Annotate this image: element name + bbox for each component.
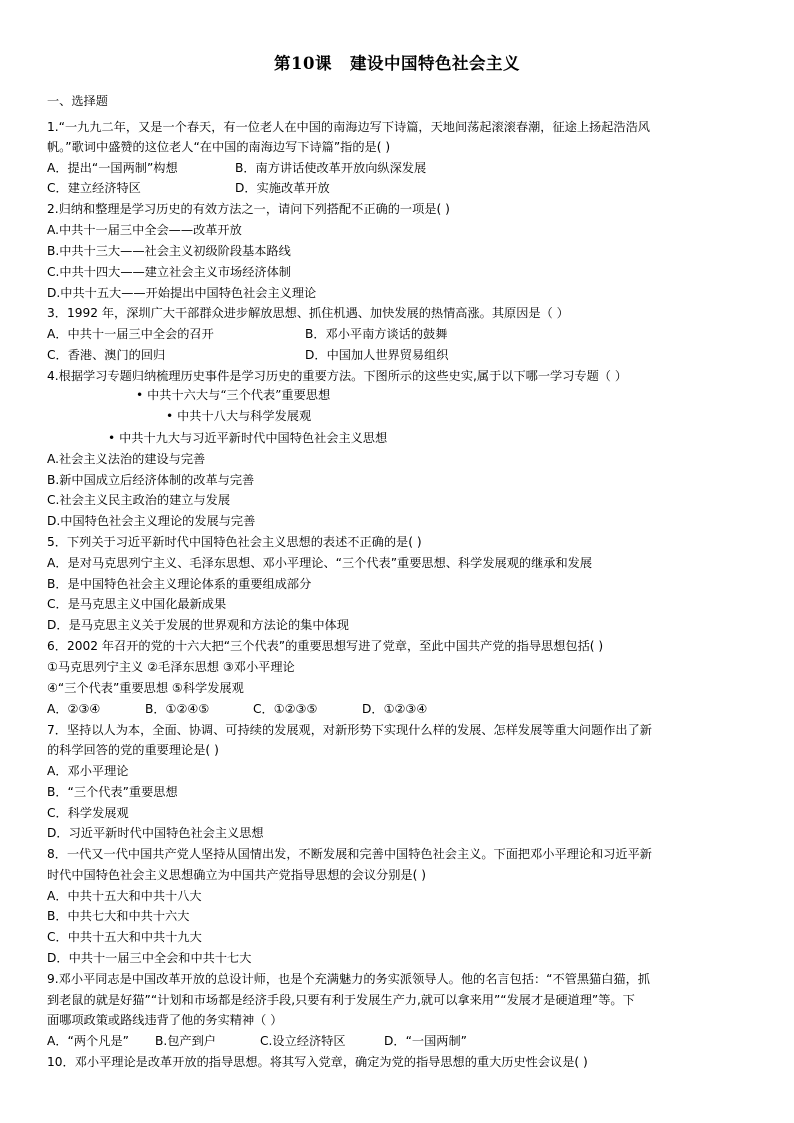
q3-option-d: D．中国加人世界贸易组织: [305, 348, 449, 362]
lesson-number: 第10课: [274, 54, 332, 73]
q2-stem: 2.归纳和整理是学习历史的有效方法之一，请问下列搭配不正确的一项是( ): [47, 202, 450, 216]
q1-option-a: A．提出“一国两制”构想: [47, 161, 178, 175]
q2-option-c: C.中共十四大——建立社会主义市场经济体制: [47, 265, 291, 279]
q10-stem: 10．邓小平理论是改革开放的指导思想。将其写入党章，确定为党的指导思想的重大历史性会议是( ): [47, 1055, 588, 1069]
q7-option-b: B．“三个代表”重要思想: [47, 785, 178, 799]
q4-figure-item-1: • 中共十六大与“三个代表”重要思想: [136, 388, 331, 402]
q7-option-d: D．习近平新时代中国特色社会主义思想: [47, 826, 264, 840]
q6-option-c: C．①②③⑤: [253, 702, 318, 716]
q4-option-c: C.社会主义民主政治的建立与发展: [47, 493, 231, 507]
q4-stem: 4.根据学习专题归纳梳理历史事件是学习历史的重要方法。下图所示的这些史实,属于以下哪一学习专题（ ）: [47, 369, 628, 383]
q6-option-d: D．①②③④: [362, 702, 428, 716]
q7-stem-line2: 的科学回答的党的重要理论是( ): [47, 743, 219, 757]
q9-stem-line3: 面哪项政策或路线违背了他的务实精神（ ）: [47, 1013, 283, 1027]
q1-stem-line1: 1.“一九九二年，又是一个春天，有一位老人在中国的南海边写下诗篇，天地间荡起滚滚春潮，征途上扬起浩浩风: [47, 120, 650, 134]
q8-stem-line1: 8．一代又一代中国共产党人坚持从国情出发，不断发展和完善中国特色社会主义。下面把邓小平理论和习近平新: [47, 847, 652, 861]
q3-option-c: C．香港、澳门的回归: [47, 348, 166, 362]
q5-stem: 5．下列关于习近平新时代中国特色社会主义思想的表述不正确的是( ): [47, 535, 422, 549]
q6-option-b: B．①②④⑤: [145, 702, 210, 716]
q8-stem-line2: 时代中国特色社会主义思想确立为中国共产党指导思想的会议分别是( ): [47, 868, 427, 882]
q6-option-a: A．②③④: [47, 702, 101, 716]
q4-option-a: A.社会主义法治的建设与完善: [47, 452, 206, 466]
q1-option-b: B．南方讲话使改革开放向纵深发展: [235, 161, 427, 175]
q4-figure-item-3: • 中共十九大与习近平新时代中国特色社会主义思想: [108, 431, 388, 445]
q3-stem: 3．1992 年，深圳广大干部群众进步解放思想、抓住机遇、加快发展的热情高涨。其原因是（ ）: [47, 306, 569, 320]
q4-option-b: B.新中国成立后经济体制的改革与完善: [47, 473, 255, 487]
q2-option-d: D.中共十五大——开始提出中国特色社会主义理论: [47, 286, 317, 300]
q7-option-a: A．邓小平理论: [47, 764, 129, 778]
q1-stem-line2: 帆。”歌词中盛赞的这位老人“在中国的南海边写下诗篇”指的是( ): [47, 140, 391, 154]
q4-figure-item-2: • 中共十八大与科学发展观: [166, 409, 312, 423]
q3-option-a: A．中共十一届三中全会的召开: [47, 327, 214, 341]
q9-option-a: A．“两个凡是”: [47, 1034, 129, 1048]
q8-option-c: C．中共十五大和中共十九大: [47, 930, 202, 944]
q9-stem-line1: 9.邓小平同志是中国改革开放的总设计师，也是个充满魅力的务实派领导人。他的名言包括：“不管黑猫白猫，抓: [47, 972, 650, 986]
q9-stem-line2: 到老鼠的就是好猫”“计划和市场都是经济手段,只要有利于发展生产力,就可以拿来用”“发展才是硬道理”等。下: [47, 993, 635, 1007]
q9-option-b: B.包产到户: [155, 1034, 216, 1048]
q6-items-line1: ①马克思列宁主义 ②毛泽东思想 ③邓小平理论: [47, 660, 295, 674]
section-heading: 一、选择题: [47, 94, 108, 108]
q4-option-d: D.中国特色社会主义理论的发展与完善: [47, 514, 256, 528]
q8-option-b: B．中共七大和中共十六大: [47, 909, 190, 923]
q9-option-c: C.设立经济特区: [260, 1034, 346, 1048]
q1-option-c: C．建立经济特区: [47, 181, 141, 195]
q5-option-a: A．是对马克思列宁主义、毛泽东思想、邓小平理论、“三个代表”重要思想、科学发展观的继承和发展: [47, 556, 593, 570]
q8-option-d: D．中共十一届三中全会和中共十七大: [47, 951, 252, 965]
q7-stem-line1: 7．坚持以人为本，全面、协调、可持续的发展观，对新形势下实现什么样的发展、怎样发展等重大问题作出了新: [47, 723, 652, 737]
page-title: [0, 50, 794, 74]
q7-option-c: C．科学发展观: [47, 806, 129, 820]
lesson-title: 建设中国特色社会主义: [349, 54, 520, 73]
q5-option-b: B．是中国特色社会主义理论体系的重要组成部分: [47, 577, 312, 591]
q6-items-line2: ④“三个代表”重要思想 ⑤科学发展观: [47, 681, 244, 695]
q5-option-d: D．是马克思主义关于发展的世界观和方法论的集中体现: [47, 618, 349, 632]
q8-option-a: A．中共十五大和中共十八大: [47, 889, 202, 903]
q3-option-b: B．邓小平南方谈话的鼓舞: [305, 327, 448, 341]
q5-option-c: C．是马克思主义中国化最新成果: [47, 597, 227, 611]
q6-stem: 6．2002 年召开的党的十六大把“三个代表”的重要思想写进了党章，至此中国共产党的指导思想包括( ): [47, 639, 604, 653]
q2-option-b: B.中共十三大——社会主义初级阶段基本路线: [47, 244, 291, 258]
q1-option-d: D．实施改革开放: [235, 181, 330, 195]
q2-option-a: A.中共十一届三中全会——改革开放: [47, 223, 242, 237]
q9-option-d: D．“一国两制”: [384, 1034, 467, 1048]
